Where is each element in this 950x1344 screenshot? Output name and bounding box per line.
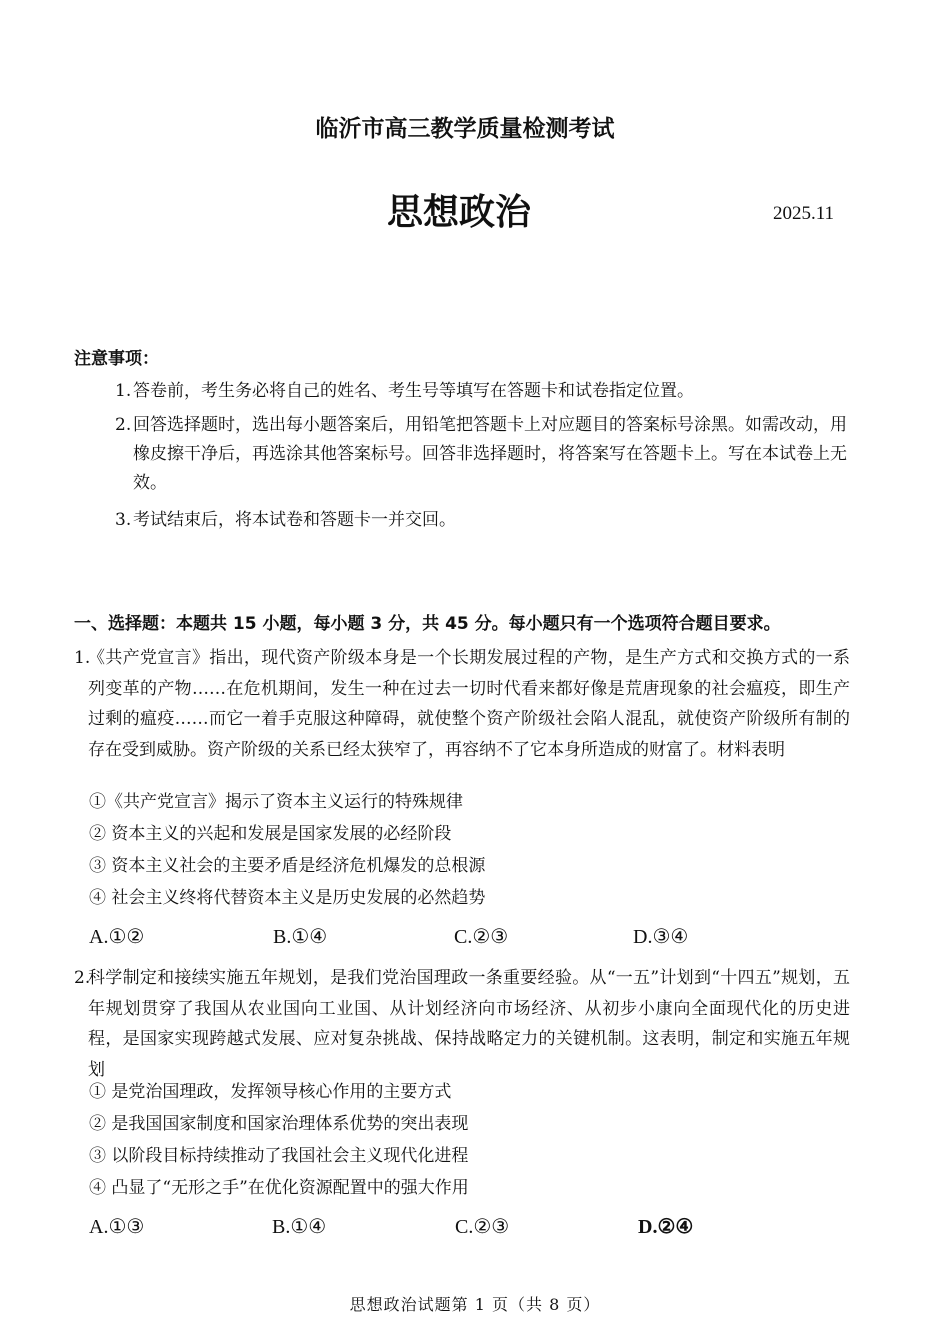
question-1-choice-c: C.②③ — [454, 926, 509, 948]
question-2-statement-1: ① 是党治国理政，发挥领导核心作用的主要方式 — [89, 1082, 452, 1102]
notice-item-text: 答卷前，考生务必将自己的姓名、考生号等填写在答题卡和试卷指定位置。 — [133, 381, 694, 401]
notice-item-text: 回答选择题时，选出每小题答案后，用铅笔把答题卡上对应题目的答案标号涂黑。如需改动，用橡皮擦干净后，再选涂其他答案标号。回答非选择题时，将答案写在答题卡上。写在本试卷上无效。 — [133, 415, 847, 493]
question-2-choice-c: C.②③ — [455, 1216, 510, 1238]
notice-item-number: 3. — [115, 510, 132, 530]
notice-item-3 — [115, 506, 855, 535]
question-2-statement-2: ② 是我国国家制度和国家治理体系优势的突出表现 — [89, 1114, 469, 1134]
question-1-stem — [74, 643, 850, 765]
notice-heading: 注意事项： — [74, 349, 159, 369]
question-1-statement-2: ② 资本主义的兴起和发展是国家发展的必经阶段 — [89, 824, 452, 844]
question-number: 1. — [74, 648, 91, 668]
question-2-statement-4: ④ 凸显了“无形之手”在优化资源配置中的强大作用 — [89, 1178, 469, 1198]
question-text: 《共产党宣言》指出，现代资产阶级本身是一个长期发展过程的产物，是生产方式和交换方式的一系列变革的产物……在危机期间，发生一种在过去一切时代看来都好像是荒唐现象的社会瘟疫，即生产过剩的瘟疫……而它一着手克服这种障碍，就使整个资产阶级社会陷人混乱，就使资产阶级所有制的存在受到威胁。资产阶级的关系已经太狭窄了，再容纳不了它本身所造成的财富了。材料表明 — [88, 648, 850, 760]
question-2-statement-3: ③ 以阶段目标持续推动了我国社会主义现代化进程 — [89, 1146, 469, 1166]
page-footer: 思想政治试题第 1 页（共 8 页） — [349, 1295, 601, 1314]
question-2-choice-a: A.①③ — [89, 1216, 145, 1238]
notice-item-text: 考试结束后，将本试卷和答题卡一并交回。 — [133, 510, 456, 530]
notice-item-2 — [115, 411, 855, 498]
exam-title: 临沂市高三教学质量检测考试 — [315, 116, 615, 142]
notice-item-number: 2. — [115, 415, 132, 435]
question-1-statement-3: ③ 资本主义社会的主要矛盾是经济危机爆发的总根源 — [89, 856, 486, 876]
question-text: 科学制定和接续实施五年规划，是我们党治国理政一条重要经验。从“一五”计划到“十四五”规划，五年规划贯穿了我国从农业国向工业国、从计划经济向市场经济、从初步小康向全面现代化的历史进程，是国家实现跨越式发展、应对复杂挑战、保持战略定力的关键机制。这表明，制定和实施五年规划 — [88, 968, 850, 1080]
section-heading: 一、选择题：本题共 15 小题，每小题 3 分，共 45 分。每小题只有一个选项符合题目要求。 — [74, 614, 781, 634]
question-1-choice-d: D.③④ — [633, 926, 689, 948]
notice-item-number: 1. — [115, 381, 132, 401]
question-2-stem — [74, 963, 850, 1085]
exam-date: 2025.11 — [773, 203, 835, 224]
question-2-choice-b: B.①④ — [272, 1216, 327, 1238]
notice-item-1 — [115, 377, 855, 406]
question-number: 2. — [74, 968, 91, 988]
subject-title: 思想政治 — [386, 192, 531, 233]
question-2-choice-d: D.②④ — [638, 1216, 694, 1238]
question-1-choice-b: B.①④ — [273, 926, 328, 948]
question-1-statement-4: ④ 社会主义终将代替资本主义是历史发展的必然趋势 — [89, 888, 486, 908]
question-1-statement-1: ①《共产党宣言》揭示了资本主义运行的特殊规律 — [89, 792, 463, 812]
question-1-choice-a: A.①② — [89, 926, 145, 948]
